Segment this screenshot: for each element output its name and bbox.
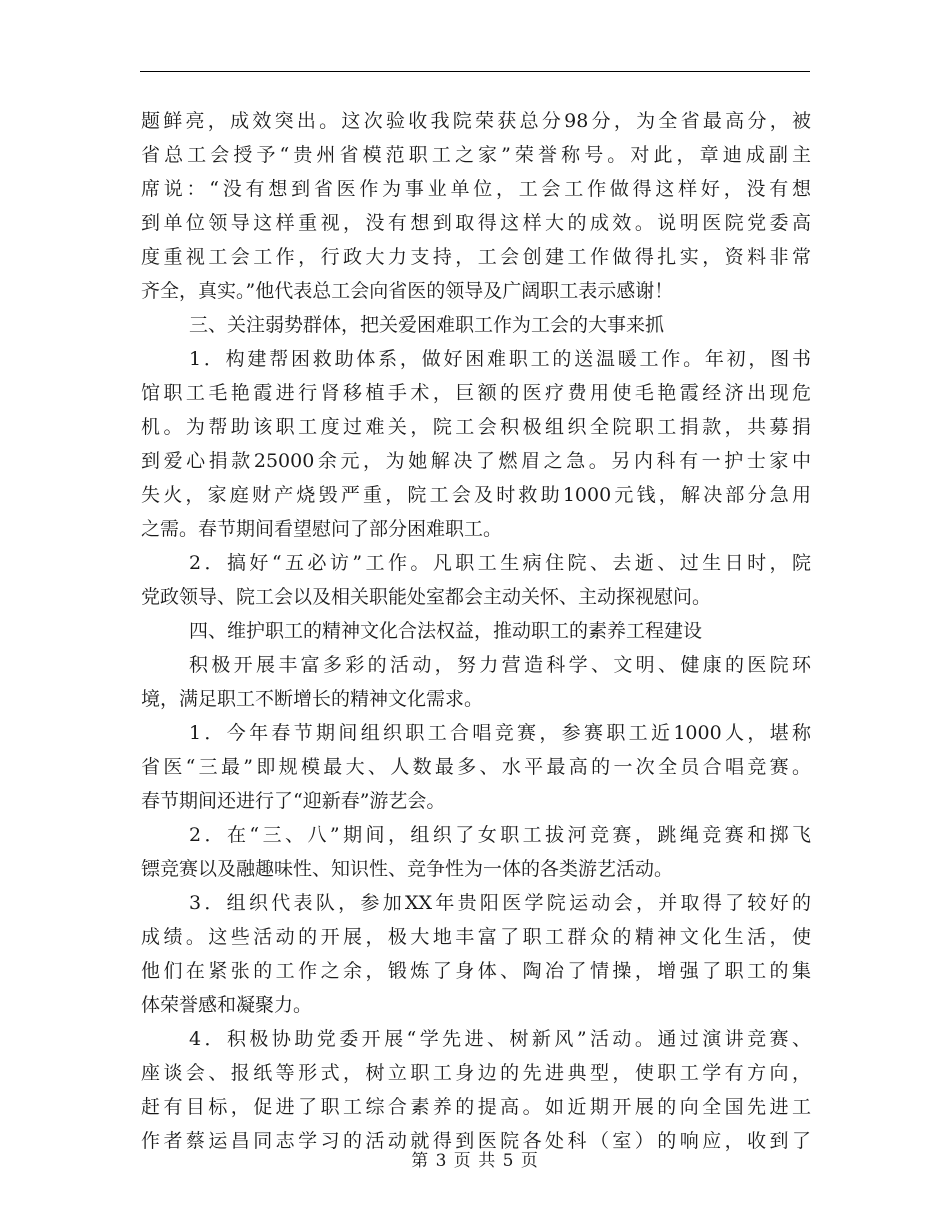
text-line: 省医“三最”即规模最大、人数最多、水平最高的一次全员合唱竞赛。	[141, 756, 811, 778]
text-line: 3．组织代表队，参加XX年贵阳医学院运动会，并取得了较好的	[189, 892, 811, 914]
text-line: 2．在“三、八”期间，组织了女职工拔河竞赛，跳绳竞赛和掷飞	[189, 824, 811, 846]
text-line: 1．今年春节期间组织职工合唱竞赛，参赛职工近1000人，堪称	[189, 722, 811, 744]
section-heading: 三、关注弱势群体，把关爱困难职工作为工会的大事来抓	[189, 314, 665, 336]
text-line: 1．构建帮困救助体系，做好困难职工的送温暖工作。年初，图书	[189, 348, 811, 370]
text-line: 机。为帮助该职工度过难关，院工会积极组织全院职工捐款，共募捐	[141, 416, 811, 438]
text-line: 到单位领导这样重视，没有想到取得这样大的成效。说明医院党委高	[141, 212, 811, 234]
page-number-footer: 第 3 页 共 5 页	[411, 1151, 539, 1171]
text-line: 席说：“没有想到省医作为事业单位，工会工作做得这样好，没有想	[141, 178, 811, 200]
text-line: 之需。春节期间看望慰问了部分困难职工。	[141, 518, 503, 540]
text-line: 春节期间还进行了“迎新春”游艺会。	[141, 790, 446, 812]
text-line: 党政领导、院工会以及相关职能处室都会主动关怀、主动探视慰问。	[141, 586, 712, 608]
text-line: 境，满足职工不断增长的精神文化需求。	[141, 688, 484, 710]
section-heading: 四、维护职工的精神文化合法权益，推动职工的素养工程建设	[189, 620, 703, 642]
header-rule	[140, 71, 810, 72]
text-line: 镖竞赛以及融趣味性、知识性、竞争性为一体的各类游艺活动。	[141, 858, 674, 880]
document-body	[141, 104, 811, 1158]
text-line: 2．搞好“五必访”工作。凡职工生病住院、去逝、过生日时，院	[189, 552, 811, 574]
text-line: 成绩。这些活动的开展，极大地丰富了职工群众的精神文化生活，使	[141, 926, 811, 948]
text-line: 度重视工会工作，行政大力支持，工会创建工作做得扎实，资料非常	[141, 246, 811, 268]
text-line: 到爱心捐款25000余元，为她解决了燃眉之急。另内科有一护士家中	[141, 450, 811, 472]
text-line: 作者蔡运昌同志学习的活动就得到医院各处科（室）的响应，收到了	[141, 1130, 811, 1152]
text-line: 齐全，真实。”他代表总工会向省医的领导及广阔职工表示感谢！	[141, 280, 674, 302]
text-line: 4．积极协助党委开展“学先进、树新风”活动。通过演讲竞赛、	[189, 1028, 811, 1050]
text-line: 馆职工毛艳霞进行肾移植手术，巨额的医疗费用使毛艳霞经济出现危	[141, 382, 811, 404]
text-line: 题鲜亮，成效突出。这次验收我院荣获总分98分，为全省最高分，被	[141, 110, 811, 132]
text-line: 积极开展丰富多彩的活动，努力营造科学、文明、健康的医院环	[189, 654, 811, 676]
text-line: 省总工会授予“贵州省模范职工之家”荣誉称号。对此，章迪成副主	[141, 144, 811, 166]
text-line: 失火，家庭财产烧毁严重，院工会及时救助1000元钱，解决部分急用	[141, 484, 811, 506]
text-line: 座谈会、报纸等形式，树立职工身边的先进典型，使职工学有方向，	[141, 1062, 811, 1084]
text-line: 他们在紧张的工作之余，锻炼了身体、陶冶了情操，增强了职工的集	[141, 960, 811, 982]
text-line: 体荣誉感和凝聚力。	[141, 994, 313, 1016]
text-line: 赶有目标，促进了职工综合素养的提高。如近期开展的向全国先进工	[141, 1096, 811, 1118]
